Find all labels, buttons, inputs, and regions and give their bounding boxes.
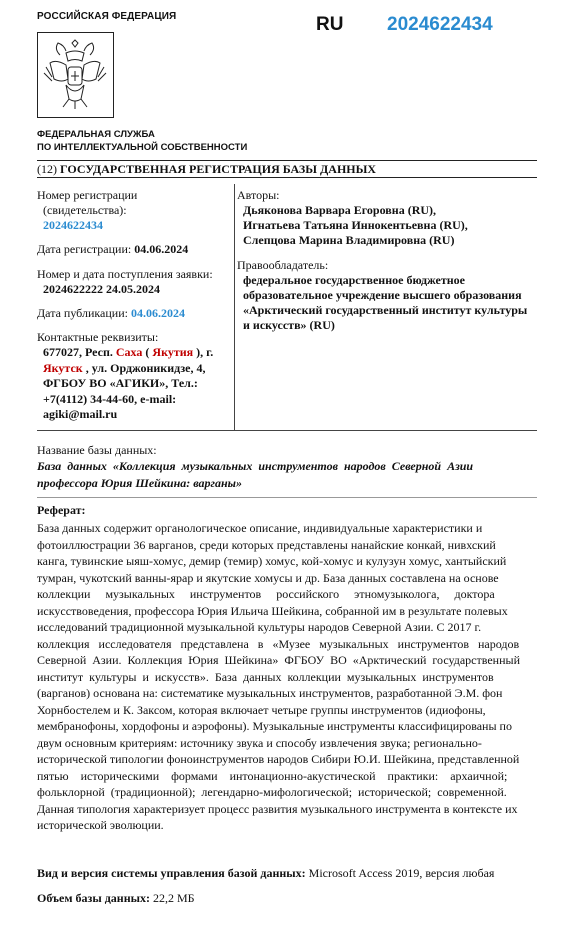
publication-date	[37, 306, 185, 320]
holder-line-2: образовательное учреждение высшего образования	[243, 288, 522, 302]
organization-name	[37, 128, 247, 154]
contacts-label: Контактные реквизиты:	[37, 330, 159, 344]
abstract-line: Северной Азии. Коллекция Юрия Шейкина» ФГБОУ ВО «Арктический государственный	[37, 653, 520, 667]
holder-line-3: «Арктический государственный институт культуры	[243, 303, 528, 317]
application-label: Номер и дата поступления заявки:	[37, 267, 213, 281]
db-size-label: Объем базы данных:	[37, 891, 150, 905]
abstract-line: коллекции музыкальных инструментов российского этномузыколога, доктора	[37, 587, 495, 601]
author-3: Слепцова Марина Владимировна (RU)	[243, 233, 455, 247]
section-divider	[37, 430, 537, 431]
db-name	[37, 458, 537, 492]
contacts-line-2: Якутск , ул. Орджоникидзе, 4,	[43, 360, 206, 375]
abstract-line: фотоиллюстрации 36 варганов, среди которых представлены нанайские конкай, нивхский	[37, 537, 496, 552]
double-headed-eagle-icon	[38, 33, 113, 117]
reg-date	[37, 242, 188, 256]
dbms-value: Microsoft Access 2019, версия любая	[305, 866, 495, 880]
contacts-block	[43, 345, 213, 423]
author-1: Дьяконова Варвара Егоровна (RU),	[243, 203, 437, 217]
db-size-value: 22,2 МБ	[150, 891, 195, 905]
country-code: RU	[316, 14, 344, 35]
pub-date-value: 04.06.2024	[130, 306, 185, 320]
holder-label: Правообладатель:	[237, 258, 329, 272]
db-name-line-1: База данных «Коллекция музыкальных инструментов народов Северной Азии	[37, 459, 474, 473]
title-code: (12)	[37, 162, 57, 176]
dbms	[37, 866, 494, 881]
title-text: ГОСУДАРСТВЕННАЯ РЕГИСТРАЦИЯ БАЗЫ ДАННЫХ	[60, 162, 377, 176]
abstract-label: Реферат:	[37, 503, 86, 517]
dbms-label: Вид и версия системы управления базой данных:	[37, 866, 306, 880]
holder-block	[243, 273, 527, 333]
reg-date-value: 04.06.2024	[134, 242, 189, 256]
abstract-line: (варганов) основана на: систематике музыкальных инструментов, разработанной Э.М. фон	[37, 686, 503, 700]
reg-date-label: Дата регистрации:	[37, 242, 132, 256]
authors-label: Авторы:	[237, 188, 280, 202]
abstract-line: пятью историческими формами интонационно-акустической практики: архаичной;	[37, 768, 508, 783]
application-value: 2024622222 24.05.2024	[43, 282, 160, 296]
abstract-line: коллекция исследователя представлена в «Музее музыкальных инструментов народов	[37, 636, 520, 651]
section-divider-2	[37, 497, 537, 498]
reg-number-label-2: (свидетельства):	[43, 203, 127, 217]
contacts-line-1: 677027, Респ. Саха ( Якутия ), г.	[43, 345, 214, 359]
pub-date-label: Дата публикации:	[37, 306, 128, 320]
org-line-1: ФЕДЕРАЛЬНАЯ СЛУЖБА	[37, 129, 155, 140]
document-title	[37, 160, 537, 178]
coat-of-arms-emblem	[37, 32, 114, 118]
abstract-text	[37, 520, 537, 834]
abstract-line: Данная типология характеризует процесс развития музыкального инструмента в контексте их	[37, 801, 518, 816]
org-line-2: ПО ИНТЕЛЛЕКТУАЛЬНОЙ СОБСТВЕННОСТИ	[37, 142, 248, 153]
reg-number-value: 2024622434	[43, 218, 103, 232]
authors-list	[243, 203, 468, 248]
country-name: РОССИЙСКАЯ ФЕДЕРАЦИЯ	[37, 11, 177, 22]
abstract-line: исследований традиционной музыкальной культуры народов Северной Азии. С 2017 г.	[37, 620, 482, 634]
abstract-line: институт культуры и искусств». База данных коллекции музыкальных инструментов	[37, 669, 494, 684]
abstract-line: мембранофоны, хордофоны и аэрофоны). Музыкальные инструменты классифицированы по	[37, 719, 512, 733]
contacts-line-3: ФГБОУ ВО «АГИКИ», Тел.:	[43, 376, 198, 390]
author-2: Игнатьева Татьяна Иннокентьевна (RU),	[243, 218, 468, 232]
reg-number-label-1: Номер регистрации	[37, 188, 138, 202]
db-name-label: Название базы данных:	[37, 443, 157, 457]
holder-line-1: федеральное государственное бюджетное	[243, 273, 466, 287]
abstract-line: исторической эволюции.	[37, 818, 164, 832]
contacts-email[interactable]: agiki@mail.ru	[43, 407, 118, 421]
db-name-line-2: профессора Юрия Шейкина: варганы»	[37, 476, 242, 490]
abstract-line: двум основным критериям: источнику звука и способу извлечения звука; регионально-	[37, 735, 482, 750]
abstract-line: исторической типологии фоноинструментов народов Сибири Ю.И. Шейкина, представленной	[37, 752, 520, 766]
document-number: 2024622434	[387, 14, 493, 35]
db-size	[37, 891, 195, 906]
contacts-line-4: +7(4112) 34-44-60, e-mail:	[43, 391, 177, 406]
abstract-line: канга, тувинские ыяш-хомус, демир (темир) хомус, кой-хомус и кулузун хомус, хантыйский	[37, 554, 507, 568]
abstract-line: тумран, чукотский ванны-ярар и якутские хомусы и др. База данных составлена на основе	[37, 570, 499, 585]
abstract-line: Хорнбостелем и К. Заксом, которая включает четыре группы инструментов (идиофоны,	[37, 702, 486, 717]
abstract-line: искусствоведения, профессора Юрия Ильича Шейкина, собранной им в результате полевых	[37, 603, 508, 618]
holder-line-4: и искусств» (RU)	[243, 318, 335, 332]
column-divider	[234, 184, 235, 430]
abstract-line: База данных содержит органологическое описание, индивидуальные характеристики и	[37, 521, 483, 535]
abstract-line: фольклорной (традиционной); легендарно-мифологической; исторической; современной.	[37, 785, 507, 799]
